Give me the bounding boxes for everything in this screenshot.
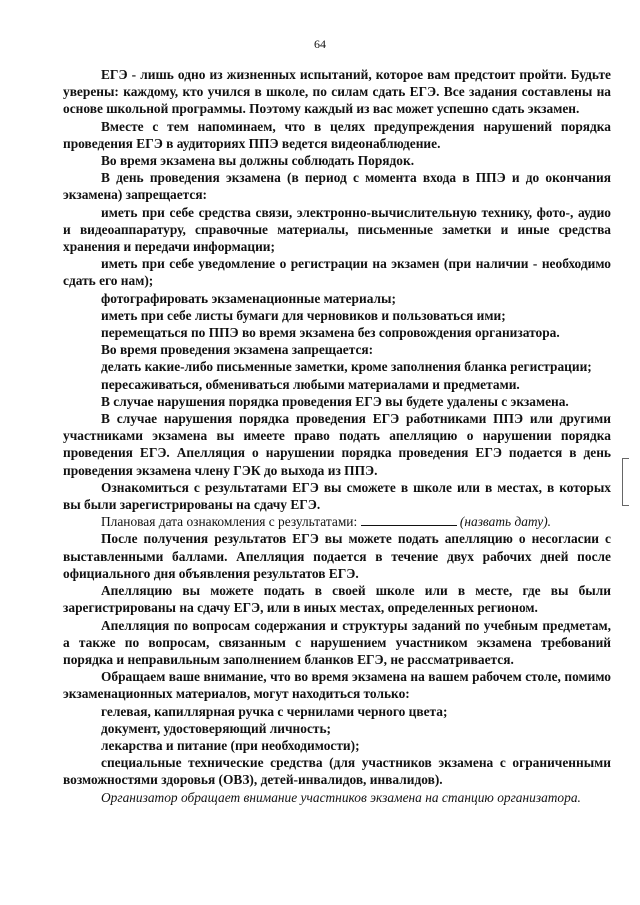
list-item: лекарства и питание (при необходимости); [101, 737, 360, 753]
list-item: специальные технические средства (для участников экзамена с ограниченными возможностями здоровья (ОВЗ), детей-инвалидов, инвалидов). [63, 755, 611, 788]
result-date-line [63, 513, 611, 530]
list-item: иметь при себе средства связи, электронно-вычислительную технику, фото-, аудио и видеоаппаратуру, справочные материалы, письменные заметки и иные средства хранения и передачи информации; [63, 204, 611, 255]
paragraph: Во время экзамена вы должны соблюдать Порядок. [101, 153, 415, 169]
paragraph: В случае нарушения порядка проведения ЕГЭ работниками ППЭ или другими участниками экзамена вы имеете право подать апелляцию о нарушении порядка проведения ЕГЭ. Апелляция о нарушении порядка проведения ЕГЭ подается в день проведения экзамена члену ГЭК до выхода из ППЭ. [63, 411, 611, 478]
list-item: гелевая, капиллярная ручка с чернилами черного цвета; [101, 703, 448, 719]
list-item: иметь при себе уведомление о регистрации на экзамен (при наличии - необходимо сдать его нам); [63, 256, 611, 289]
paragraph: ЕГЭ - лишь одно из жизненных испытаний, которое вам предстоит пройти. Будьте уверены: каждому, кто учился в школе, по силам сдать ЕГЭ. Все задания составлены на основе школьной программы. Поэтому каждый из вас может успешно сдать экзамен. [63, 67, 611, 117]
paragraph: Апелляцию вы можете подать в своей школе или в месте, где вы были зарегистрированы на сдачу ЕГЭ, или в иных местах, определенных регионом. [63, 583, 611, 616]
paragraph: Во время проведения экзамена запрещается: [101, 342, 374, 358]
list-item: документ, удостоверяющий личность; [101, 720, 332, 736]
paragraph: В день проведения экзамена (в период с момента входа в ППЭ и до окончания экзамена) запрещается: [63, 170, 611, 203]
result-date-hint: (назвать дату). [459, 514, 552, 530]
document-body [63, 66, 611, 806]
list-item: фотографировать экзаменационные материалы; [101, 290, 396, 306]
paragraph: Апелляция по вопросам содержания и структуры заданий по учебным предметам, а также по вопросам, связанным с нарушением участником экзамена требований порядка и неправильным заполнением бланков ЕГЭ, не рассматривается. [63, 617, 611, 667]
list-item: пересаживаться, обмениваться любыми материалами и предметами. [101, 376, 520, 392]
list-item: иметь при себе листы бумаги для черновиков и пользоваться ими; [101, 307, 506, 323]
closing-note: Организатор обращает внимание участников экзамена на станцию организатора. [101, 789, 581, 805]
page-edge-mark [622, 458, 629, 506]
paragraph: Ознакомиться с результатами ЕГЭ вы сможете в школе или в местах, в которых вы были зарегистрированы на сдачу ЕГЭ. [63, 479, 611, 513]
paragraph: После получения результатов ЕГЭ вы можете подать апелляцию о несогласии с выставленными баллами. Апелляция подается в течение двух рабочих дней после официального дня объявления результатов ЕГЭ. [63, 531, 611, 581]
page-number: 64 [314, 37, 326, 51]
paragraph: Вместе с тем напоминаем, что в целях предупреждения нарушений порядка проведения ЕГЭ в аудиториях ППЭ ведется видеонаблюдение. [63, 118, 611, 151]
list-item: перемещаться по ППЭ во время экзамена без сопровождения организатора. [101, 325, 560, 341]
result-date-label: Плановая дата ознакомления с результатами: [101, 514, 358, 530]
paragraph: В случае нарушения порядка проведения ЕГЭ вы будете удалены с экзамена. [101, 393, 569, 409]
paragraph: Обращаем ваше внимание, что во время экзамена на вашем рабочем столе, помимо экзаменационных материалов, могут находиться только: [63, 669, 611, 702]
list-item: делать какие-либо письменные заметки, кроме заполнения бланка регистрации; [101, 359, 592, 375]
result-date-blank [361, 513, 457, 526]
